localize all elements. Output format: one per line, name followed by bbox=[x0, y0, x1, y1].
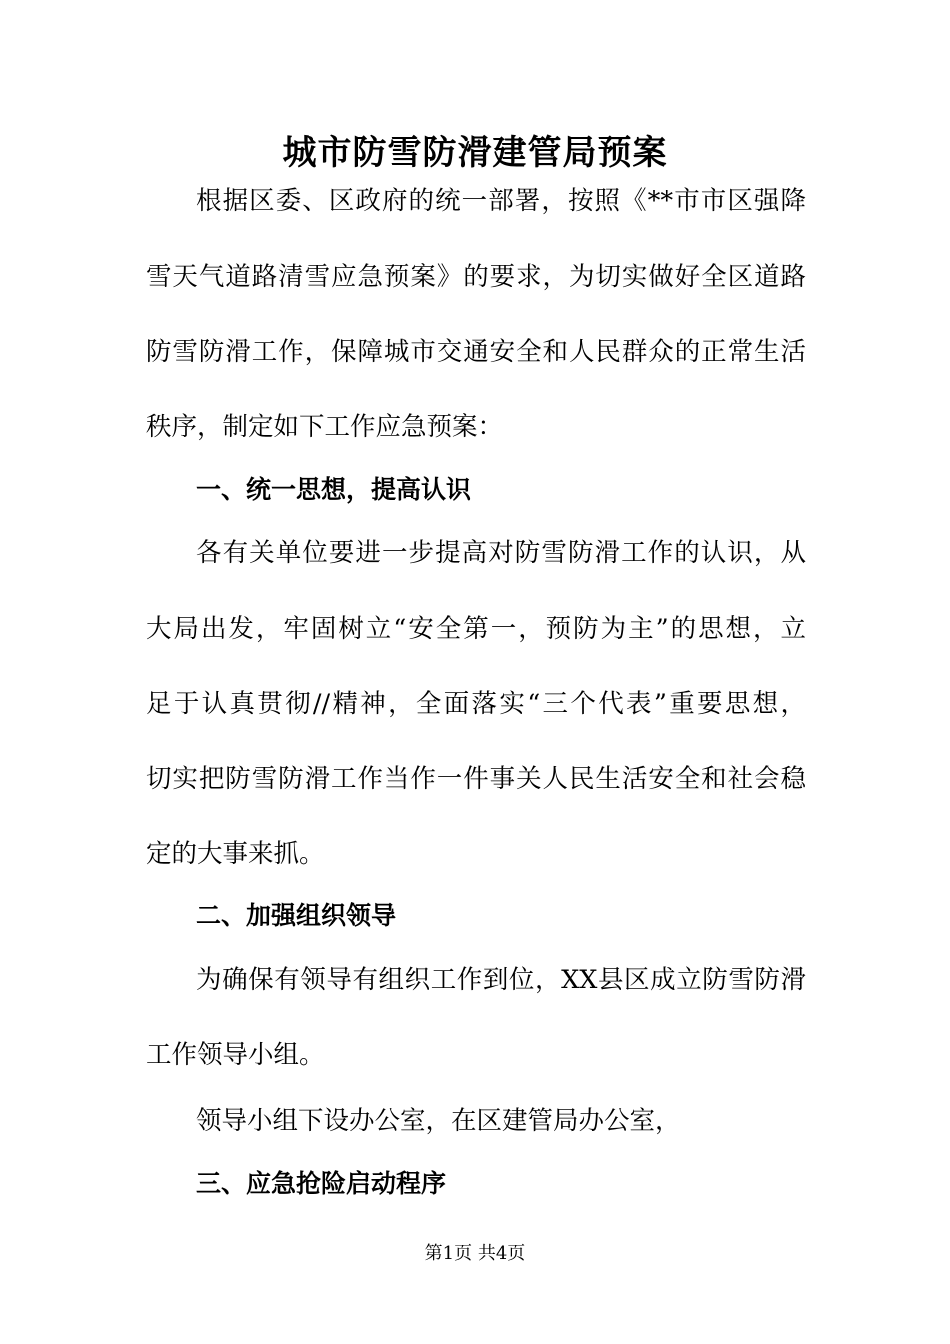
document-title: 城市防雪防滑建管局预案 bbox=[282, 133, 668, 173]
section2-heading: 二、加强组织领导 bbox=[196, 901, 397, 930]
section1-line-5: 定的大事来抓。 bbox=[146, 839, 325, 869]
section2-office-line: 领导小组下设办公室，在区建管局办公室， bbox=[196, 1106, 681, 1136]
intro-line-3: 防雪防滑工作，保障城市交通安全和人民群众的正常生活 bbox=[146, 337, 806, 367]
section2-line-2: 工作领导小组。 bbox=[146, 1040, 325, 1070]
page-number-footer: 第1页 共4页 bbox=[424, 1243, 526, 1264]
intro-line-1: 根据区委、区政府的统一部署，按照《**市市区强降 bbox=[196, 186, 806, 216]
section1-line-4: 切实把防雪防滑工作当作一件事关人民生活安全和社会稳 bbox=[146, 764, 806, 794]
section3-heading: 三、应急抢险启动程序 bbox=[196, 1169, 447, 1198]
intro-line-2: 雪天气道路清雪应急预案》的要求，为切实做好全区道路 bbox=[146, 262, 806, 292]
section1-line-2: 大局出发，牢固树立“安全第一，预防为主”的思想，立 bbox=[146, 614, 806, 644]
section2-line-1: 为确保有领导有组织工作到位，XX县区成立防雪防滑 bbox=[196, 965, 806, 995]
section1-heading: 一、统一思想，提高认识 bbox=[196, 475, 472, 504]
section1-line-3: 足于认真贯彻//精神，全面落实“三个代表”重要思想， bbox=[146, 689, 806, 719]
section1-line-1: 各有关单位要进一步提高对防雪防滑工作的认识，从 bbox=[196, 538, 806, 568]
intro-line-4: 秩序，制定如下工作应急预案： bbox=[146, 412, 504, 442]
